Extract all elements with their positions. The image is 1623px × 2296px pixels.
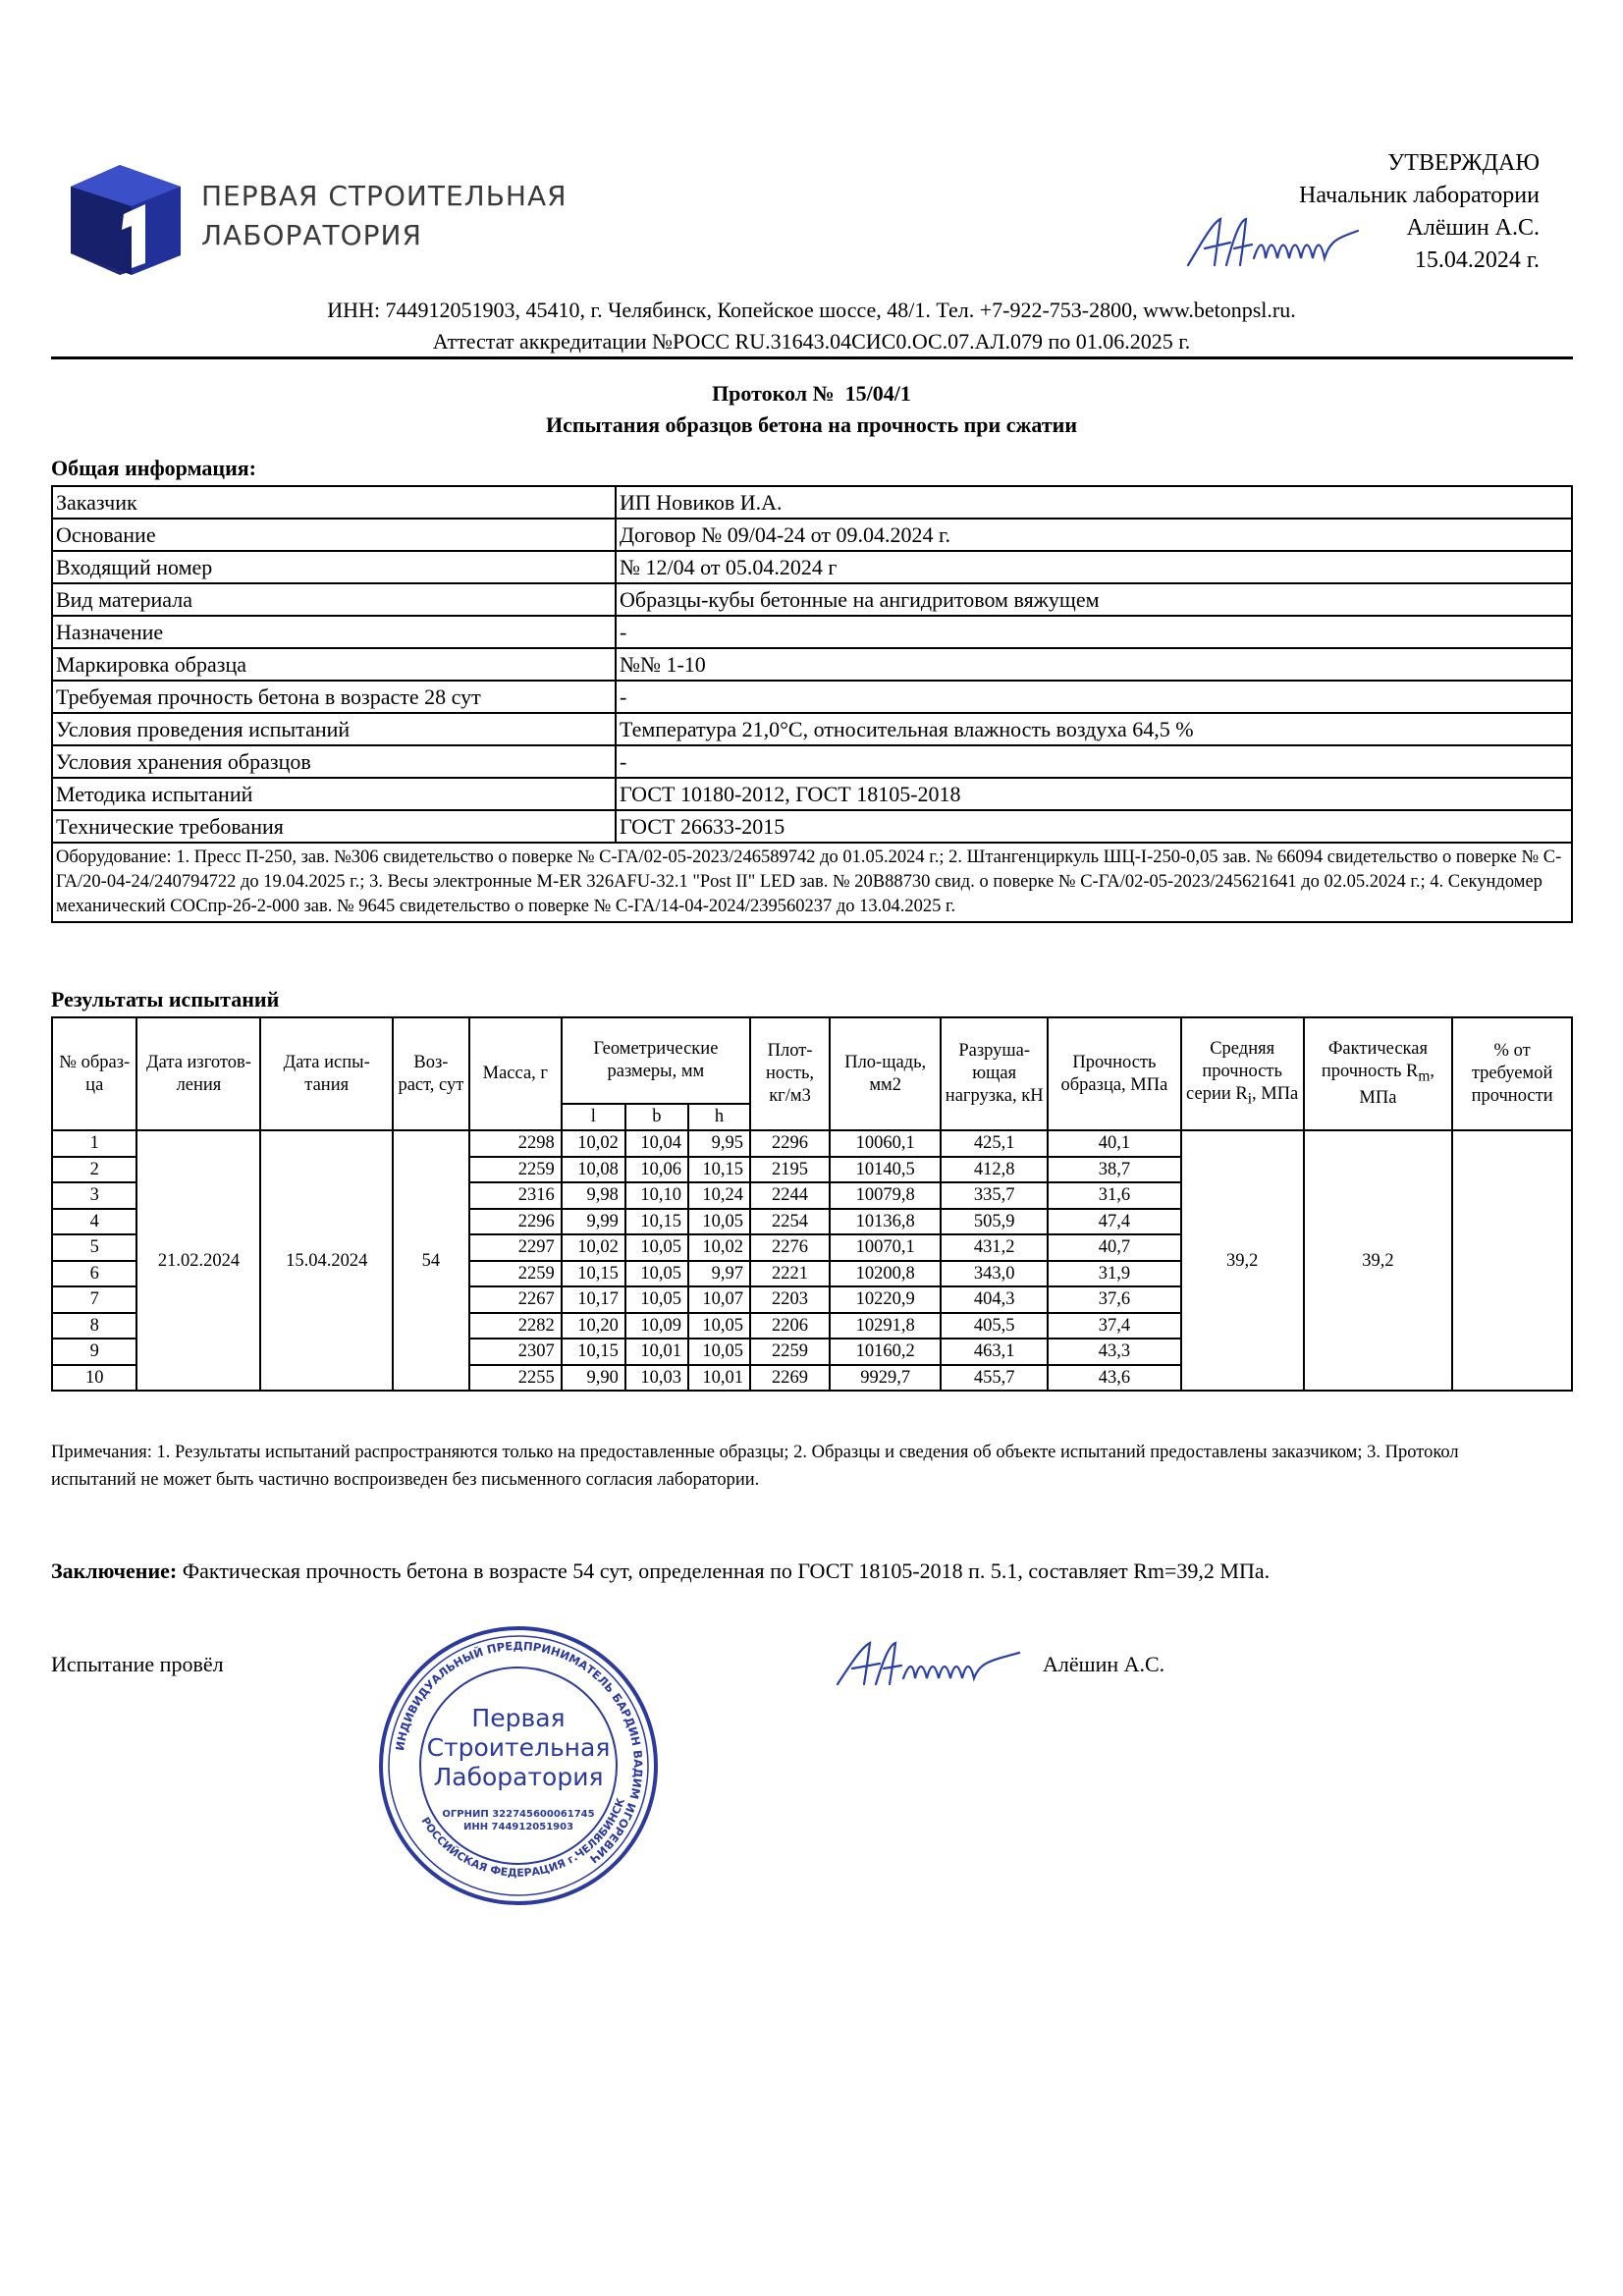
cell-b: 10,09 <box>625 1313 688 1339</box>
cell-l: 10,15 <box>562 1261 625 1287</box>
cell-l: 10,15 <box>562 1339 625 1365</box>
general-heading: Общая информация: <box>51 456 256 480</box>
general-key: Заказчик <box>52 486 616 519</box>
col-header-percent: % от требуемой прочности <box>1452 1017 1572 1130</box>
cell-area: 10140,5 <box>830 1157 941 1183</box>
tester-name: Алёшин А.С. <box>1043 1652 1165 1676</box>
general-row <box>52 745 1572 778</box>
cell-load: 335,7 <box>941 1182 1048 1209</box>
general-row <box>52 486 1572 519</box>
general-row <box>52 681 1572 713</box>
general-row <box>52 778 1572 810</box>
cell-density: 2269 <box>750 1365 830 1392</box>
col-header-load: Разруша-ющая нагрузка, кН <box>941 1017 1048 1130</box>
general-row <box>52 583 1572 616</box>
tester-signature <box>833 1637 1029 1691</box>
cell-number: 3 <box>52 1182 136 1209</box>
stamp-center-line3: Лаборатория <box>433 1763 604 1791</box>
stamp-center-line2: Строительная <box>426 1733 611 1762</box>
cell-test-date: 15.04.2024 <box>260 1130 393 1391</box>
cell-b: 10,10 <box>625 1182 688 1209</box>
cell-h: 9,97 <box>688 1261 750 1287</box>
cell-h: 10,15 <box>688 1157 750 1183</box>
company-name-line1: ПЕРВАЯ СТРОИТЕЛЬНАЯ <box>201 180 568 212</box>
cell-percent <box>1452 1130 1572 1391</box>
logo-cube-icon <box>71 165 181 275</box>
cell-mass: 2296 <box>469 1209 562 1235</box>
general-key: Условия проведения испытаний <box>52 713 616 745</box>
general-key: Маркировка образца <box>52 648 616 681</box>
cell-strength: 31,9 <box>1048 1261 1181 1287</box>
cell-load: 431,2 <box>941 1234 1048 1261</box>
stamp-bottom-text: РОССИЙСКАЯ ФЕДЕРАЦИЯ г.ЧЕЛЯБИНСК <box>418 1796 628 1880</box>
col-header-area: Пло-щадь, мм2 <box>830 1017 941 1130</box>
approval-name: Алёшин А.С. <box>1406 215 1540 241</box>
table-row <box>52 1130 1572 1157</box>
general-row <box>52 648 1572 681</box>
cell-density: 2221 <box>750 1261 830 1287</box>
general-value: № 12/04 от 05.04.2024 г <box>616 551 1572 583</box>
cell-number: 2 <box>52 1157 136 1183</box>
cell-b: 10,05 <box>625 1234 688 1261</box>
cell-b: 10,06 <box>625 1157 688 1183</box>
cell-load: 455,7 <box>941 1365 1048 1392</box>
approval-signature <box>1183 211 1365 275</box>
stamp-ring-text: ИНДИВИДУАЛЬНЫЙ ПРЕДПРИНИМАТЕЛЬ БАРДИН ВАДИМ ИГОРЕВИЧ <box>392 1638 646 1867</box>
avg-unit: МПа <box>1261 1083 1299 1104</box>
cell-number: 1 <box>52 1130 136 1157</box>
cell-density: 2254 <box>750 1209 830 1235</box>
cell-strength: 31,6 <box>1048 1182 1181 1209</box>
col-header-test-date: Дата испы-тания <box>260 1017 393 1130</box>
col-header-made-date: Дата изготов-ления <box>136 1017 260 1130</box>
cell-h: 10,02 <box>688 1234 750 1261</box>
cell-l: 10,20 <box>562 1313 625 1339</box>
general-value: ИП Новиков И.А. <box>616 486 1572 519</box>
general-value: Температура 21,0°С, относительная влажность воздуха 64,5 % <box>616 713 1572 745</box>
header-divider <box>51 356 1573 359</box>
general-row <box>52 519 1572 551</box>
company-stamp <box>371 1618 666 1913</box>
general-key: Вид материала <box>52 583 616 616</box>
protocol-subtitle: Испытания образцов бетона на прочность при сжатии <box>545 412 1077 437</box>
approval-position: Начальник лаборатории <box>1299 183 1540 208</box>
protocol-number: Протокол № 15/04/1 <box>712 381 911 406</box>
results-table <box>51 1016 1573 1392</box>
cell-area: 10220,9 <box>830 1286 941 1313</box>
cell-area: 10070,1 <box>830 1234 941 1261</box>
org-info-accreditation: Аттестат аккредитации №РОСС RU.31643.04СИС0.ОС.07.АЛ.079 по 01.06.2025 г. <box>432 329 1191 354</box>
cell-number: 9 <box>52 1339 136 1365</box>
cell-strength: 37,4 <box>1048 1313 1181 1339</box>
cell-density: 2206 <box>750 1313 830 1339</box>
cell-number: 7 <box>52 1286 136 1313</box>
cell-l: 9,90 <box>562 1365 625 1392</box>
cell-b: 10,04 <box>625 1130 688 1157</box>
protocol-title-block <box>0 378 1623 441</box>
cell-b: 10,01 <box>625 1339 688 1365</box>
cell-area: 10291,8 <box>830 1313 941 1339</box>
company-name-line2: ЛАБОРАТОРИЯ <box>201 219 422 251</box>
general-value: ГОСТ 26633-2015 <box>616 810 1572 843</box>
general-value: - <box>616 616 1572 648</box>
cell-density: 2296 <box>750 1130 830 1157</box>
general-value: №№ 1-10 <box>616 648 1572 681</box>
cell-strength: 47,4 <box>1048 1209 1181 1235</box>
cell-area: 10136,8 <box>830 1209 941 1235</box>
fact-subscript: m <box>1418 1067 1431 1085</box>
cell-area: 9929,7 <box>830 1365 941 1392</box>
col-header-avg-strength: Средняя прочность серии $R_i$, МПа <box>1181 1017 1304 1130</box>
general-value: - <box>616 681 1572 713</box>
general-key: Требуемая прочность бетона в возрасте 28 сут <box>52 681 616 713</box>
avg-symbol: R <box>1235 1083 1248 1104</box>
general-row <box>52 551 1572 583</box>
cell-area: 10060,1 <box>830 1130 941 1157</box>
general-row <box>52 616 1572 648</box>
cell-mass: 2259 <box>469 1261 562 1287</box>
cell-load: 404,3 <box>941 1286 1048 1313</box>
general-key: Условия хранения образцов <box>52 745 616 778</box>
cell-load: 343,0 <box>941 1261 1048 1287</box>
cell-mass: 2307 <box>469 1339 562 1365</box>
cell-l: 10,08 <box>562 1157 625 1183</box>
col-header-h: h <box>688 1104 750 1130</box>
fact-label: Фактическая прочность R <box>1321 1038 1428 1081</box>
general-value: Образцы-кубы бетонные на ангидритовом вяжущем <box>616 583 1572 616</box>
general-row <box>52 713 1572 745</box>
avg-subscript: i <box>1247 1090 1252 1108</box>
cell-mass: 2297 <box>469 1234 562 1261</box>
cell-density: 2276 <box>750 1234 830 1261</box>
cell-strength: 43,6 <box>1048 1365 1181 1392</box>
cell-number: 10 <box>52 1365 136 1392</box>
cell-h: 10,24 <box>688 1182 750 1209</box>
cell-avg-strength: 39,2 <box>1181 1130 1304 1391</box>
cell-mass: 2316 <box>469 1182 562 1209</box>
general-value: ГОСТ 10180-2012, ГОСТ 18105-2018 <box>616 778 1572 810</box>
cell-mass: 2259 <box>469 1157 562 1183</box>
col-header-strength: Прочность образца, МПа <box>1048 1017 1181 1130</box>
equipment-text: Оборудование: 1. Пресс П-250, зав. №306 свидетельство о поверке № С-ГА/02-05-2023/246589742 до 01.05.2024 г.; 2. Штангенциркуль ШЦ-I-250-0,05 зав. № 66094 свидетельство о поверке № С-ГА/20-04-24/240794722 до 19.04.2025 г.; 3. Весы электронные M-ER 326AFU-32.1 "Post II" LED зав. № 20B88730 свид. о поверке № С-ГА/02-05-2023/245621641 до 02.05.2024 г.; 4. Секундомер механический СОСпр-2б-2-000 зав. № 9645 свидетельство о поверке № С-ГА/14-04-2024/239560237 до 13.04.2025 г. <box>52 843 1572 922</box>
cell-number: 8 <box>52 1313 136 1339</box>
notes: Примечания: 1. Результаты испытаний распространяются только на предоставленные образцы; 2. Образцы и сведения об объекте испытаний предоставлены заказчиком; 3. Протокол испытаний не может быть частично воспроизведен без письменного согласия лаборатории. <box>51 1443 1459 1490</box>
cell-h: 10,05 <box>688 1339 750 1365</box>
cell-area: 10200,8 <box>830 1261 941 1287</box>
approval-date: 15.04.2024 г. <box>1414 247 1540 273</box>
general-info-table <box>51 485 1573 923</box>
col-header-b: b <box>625 1104 688 1130</box>
cell-h: 10,01 <box>688 1365 750 1392</box>
cell-strength: 37,6 <box>1048 1286 1181 1313</box>
cell-load: 405,5 <box>941 1313 1048 1339</box>
cell-number: 5 <box>52 1234 136 1261</box>
cell-h: 10,05 <box>688 1313 750 1339</box>
cell-strength: 43,3 <box>1048 1339 1181 1365</box>
org-info <box>0 295 1623 357</box>
cell-load: 463,1 <box>941 1339 1048 1365</box>
general-value: Договор № 09/04-24 от 09.04.2024 г. <box>616 519 1572 551</box>
cell-strength: 40,1 <box>1048 1130 1181 1157</box>
cell-h: 9,95 <box>688 1130 750 1157</box>
cell-l: 9,99 <box>562 1209 625 1235</box>
cell-density: 2259 <box>750 1339 830 1365</box>
cell-b: 10,05 <box>625 1286 688 1313</box>
conclusion-text: Фактическая прочность бетона в возрасте 54 сут, определенная по ГОСТ 18105-2018 п. 5.1, составляет Rm=39,2 МПа. <box>177 1558 1271 1583</box>
org-info-contacts: ИНН: 744912051903, 45410, г. Челябинск, Копейское шоссе, 48/1. Тел. +7-922-753-2800, www.betonpsl.ru. <box>327 298 1296 322</box>
tested-by-label: Испытание провёл <box>51 1652 224 1676</box>
general-key: Назначение <box>52 616 616 648</box>
conclusion <box>51 1557 1573 1586</box>
cell-load: 425,1 <box>941 1130 1048 1157</box>
equipment-row <box>52 843 1572 922</box>
general-value: - <box>616 745 1572 778</box>
cell-number: 4 <box>52 1209 136 1235</box>
fact-unit: МПа <box>1359 1088 1397 1109</box>
cell-h: 10,05 <box>688 1209 750 1235</box>
cell-strength: 40,7 <box>1048 1234 1181 1261</box>
cell-density: 2244 <box>750 1182 830 1209</box>
col-header-l: l <box>562 1104 625 1130</box>
cell-l: 9,98 <box>562 1182 625 1209</box>
cell-density: 2195 <box>750 1157 830 1183</box>
cell-load: 505,9 <box>941 1209 1048 1235</box>
cell-density: 2203 <box>750 1286 830 1313</box>
cell-made-date: 21.02.2024 <box>136 1130 260 1391</box>
cell-l: 10,02 <box>562 1234 625 1261</box>
conclusion-label: Заключение: <box>51 1558 178 1583</box>
general-key: Основание <box>52 519 616 551</box>
cell-mass: 2255 <box>469 1365 562 1392</box>
col-header-density: Плот-ность, кг/м3 <box>750 1017 830 1130</box>
cell-load: 412,8 <box>941 1157 1048 1183</box>
stamp-inn: ИНН 744912051903 <box>462 1822 574 1832</box>
approval-title: УТВЕРЖДАЮ <box>1387 150 1540 176</box>
cell-b: 10,15 <box>625 1209 688 1235</box>
col-header-fact-strength: Фактическая прочность $R_m$, МПа <box>1304 1017 1453 1130</box>
cell-l: 10,17 <box>562 1286 625 1313</box>
cell-mass: 2282 <box>469 1313 562 1339</box>
avg-label: Средняя прочность серии <box>1186 1038 1282 1104</box>
general-row <box>52 810 1572 843</box>
cell-area: 10079,8 <box>830 1182 941 1209</box>
company-name <box>201 177 568 255</box>
col-header-number: № образ-ца <box>52 1017 136 1130</box>
cell-fact-strength: 39,2 <box>1304 1130 1453 1391</box>
cell-l: 10,02 <box>562 1130 625 1157</box>
cell-area: 10160,2 <box>830 1339 941 1365</box>
cell-b: 10,05 <box>625 1261 688 1287</box>
cell-b: 10,03 <box>625 1365 688 1392</box>
cell-mass: 2298 <box>469 1130 562 1157</box>
col-header-age: Воз-раст, сут <box>393 1017 469 1130</box>
results-heading: Результаты испытаний <box>51 987 280 1011</box>
general-key: Технические требования <box>52 810 616 843</box>
cell-mass: 2267 <box>469 1286 562 1313</box>
general-key: Методика испытаний <box>52 778 616 810</box>
cell-strength: 38,7 <box>1048 1157 1181 1183</box>
stamp-ogrnip: ОГРНИП 322745600061745 <box>442 1809 595 1820</box>
general-key: Входящий номер <box>52 551 616 583</box>
cell-h: 10,07 <box>688 1286 750 1313</box>
stamp-center-line1: Первая <box>471 1704 566 1732</box>
col-header-geometry: Геометрические размеры, мм <box>562 1017 750 1104</box>
cell-number: 6 <box>52 1261 136 1287</box>
cell-age: 54 <box>393 1130 469 1391</box>
col-header-mass: Масса, г <box>469 1017 562 1130</box>
